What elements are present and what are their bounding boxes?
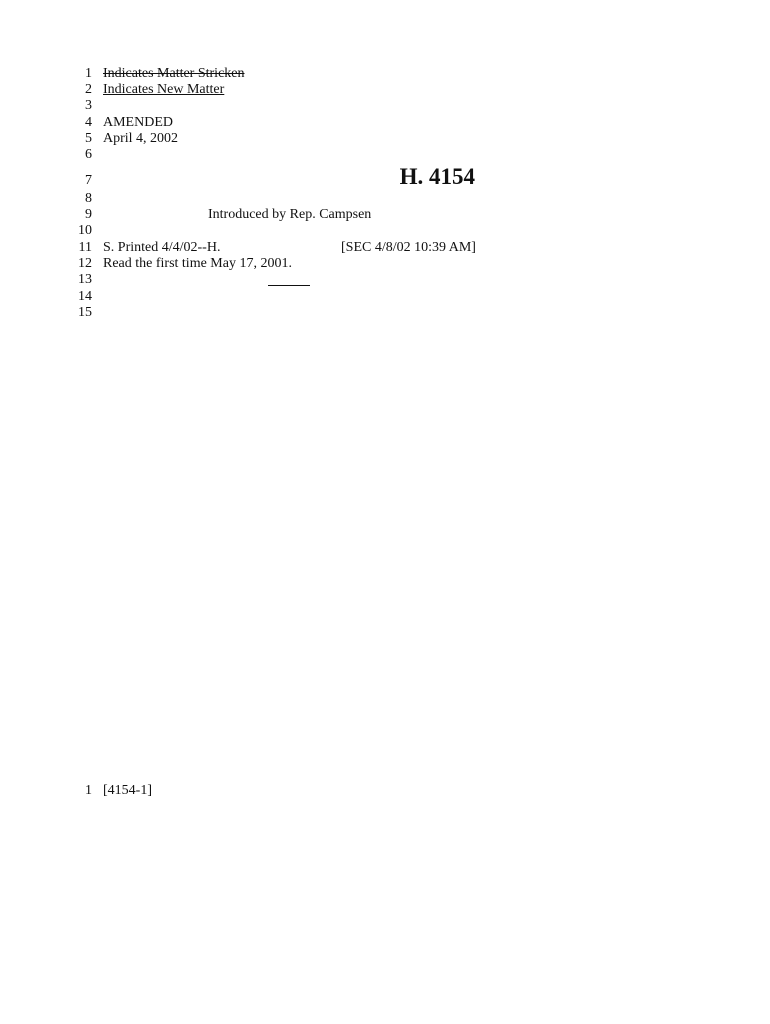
- timestamp: [SEC 4/8/02 10:39 AM]: [341, 240, 476, 255]
- line-number-14: 14: [78, 289, 92, 304]
- line-number-10: 10: [78, 223, 92, 238]
- line-number-8: 8: [85, 191, 92, 206]
- document-code: [4154-1]: [103, 783, 152, 798]
- line-number-3: 3: [85, 98, 92, 113]
- amended-label: AMENDED: [103, 115, 173, 130]
- line-number-2: 2: [85, 82, 92, 97]
- line-number-6: 6: [85, 147, 92, 162]
- line-number-9: 9: [85, 207, 92, 222]
- line-number-12: 12: [78, 256, 92, 271]
- line-number-15: 15: [78, 305, 92, 320]
- separator-rule: [268, 285, 310, 286]
- introduced-by: Introduced by Rep. Campsen: [208, 207, 372, 222]
- line-number-11: 11: [78, 240, 92, 255]
- line-number-7: 7: [85, 173, 92, 188]
- first-reading-note: Read the first time May 17, 2001.: [103, 256, 292, 271]
- amended-date: April 4, 2002: [103, 131, 179, 146]
- printed-note: S. Printed 4/4/02--H.: [103, 240, 221, 255]
- line-number-4: 4: [85, 115, 92, 130]
- new-matter-legend: Indicates New Matter: [103, 82, 225, 97]
- footer-line-number: 1: [85, 783, 92, 798]
- bill-number: H. 4154: [399, 164, 475, 189]
- stricken-matter-legend: Indicates Matter Stricken: [103, 66, 245, 81]
- line-number-13: 13: [78, 272, 92, 287]
- line-number-5: 5: [85, 131, 92, 146]
- line-number-1: 1: [85, 66, 92, 81]
